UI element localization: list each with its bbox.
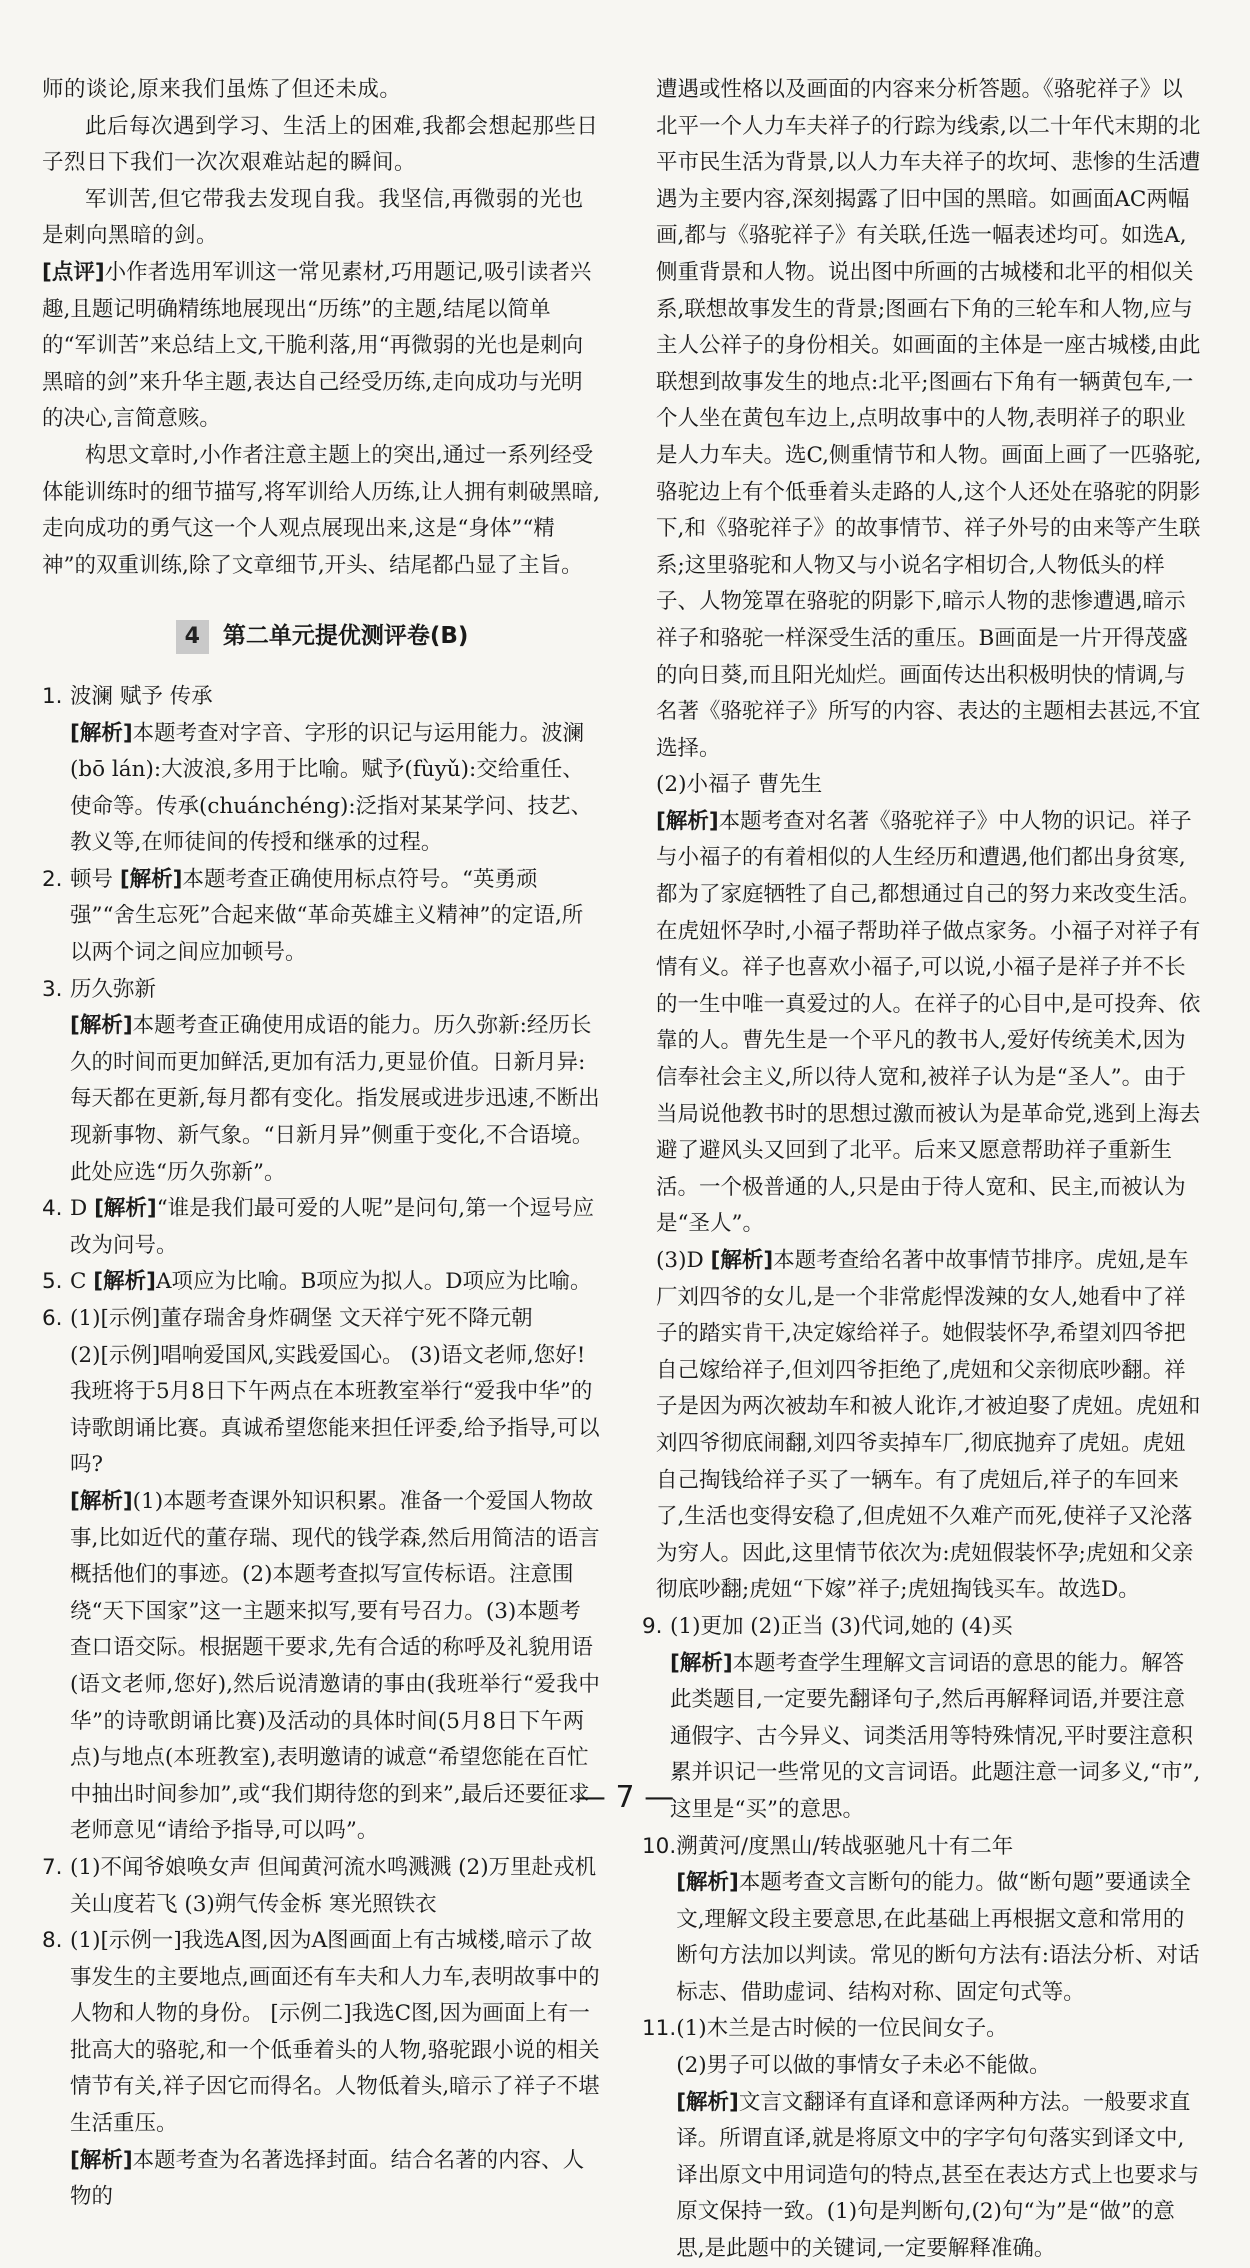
analysis-tag: [解析] [656,808,719,834]
answer-text: (1)更加 (2)正当 (3)代词,她的 (4)买 [670,1613,1013,1639]
section-title: 第二单元提优测评卷(B) [222,623,469,650]
page-number: — 7 — [575,1780,675,1815]
review-text: 小作者选用军训这一常见素材,巧用题记,吸引读者兴趣,且题记明确精练地展现出“历练”的主题,结尾以简单的“军训苦”来总结上文,干脆利落,用“再微弱的光也是刺向黑暗的剑”来升华主题,表达自己经受历练,走向成功与光明的决心,言简意赅。 [42,259,592,432]
analysis-continued: 遭遇或性格以及画面的内容来分析答题。《骆驼祥子》以北平一个人力车夫祥子的行踪为线索,以二十年代末期的北平市民生活为背景,以人力车夫祥子的坎坷、悲惨的生活遭遇为主要内容,深刻揭露了旧中国的黑暗。如画面AC两幅画,都与《骆驼祥子》有关联,任选一幅表述均可。如选A,侧重背景和人物。说出图中所画的古城楼和北平的相似关系,联想故事发生的背景;图画右下角的三轮车和人物,应与主人公祥子的身份相关。如画面的主体是一座古城楼,由此联想到故事发生的地点:北平;图画右下角有一辆黄包车,一个人坐在黄包车边上,点明故事中的人物,表明祥子的职业是人力车夫。选C,侧重情节和人物。画面上画了一匹骆驼,骆驼边上有个低垂着头走路的人,这个人还处在骆驼的阴影下,和《骆驼祥子》的故事情节、祥子外号的由来等产生联系;这里骆驼和人物又与小说名字相切合,人物低头的样子、人物笼罩在骆驼的阴影下,暗示人物的悲惨遭遇,暗示祥子和骆驼一样深受生活的重压。B画面是一片开得茂盛的向日葵,而且阳光灿烂。画面传达出积极明快的情调,与名著《骆驼祥子》所写的内容、表达的主题相去甚远,不宜选择。 [656,77,1202,761]
analysis-text: “谁是我们最可爱的人呢”是问句,第一个逗号应改为问号。 [70,1196,595,1258]
review-paragraph-2: 构思文章时,小作者注意主题上的突出,通过一系列经受体能训练时的细节描写,将军训给人历练,让人拥有刺破黑暗,走向成功的勇气这一个人观点展现出来,这是“身体”“精神”的双重训练,除了文章细节,开头、结尾都凸显了主旨。 [42,442,601,578]
analysis-text: 文言文翻译有直译和意译两种方法。一般要求直译。所谓直译,就是将原文中的字字句句落实到译文中,译出原文中用词造句的特点,甚至在表达方式上也要求与原文保持一致。(1)句是判断句,(2)句“为”是“做”的意思,是此题中的关键词,一定要解释准确。 [676,2089,1200,2262]
analysis-text: 本题考查给名著中故事情节排序。虎妞,是车厂刘四爷的女儿,是一个非常彪悍泼辣的女人,她看中了祥子的踏实肯干,决定嫁给祥子。她假装怀孕,希望刘四爷把自己嫁给祥子,但刘四爷拒绝了,虎妞和父亲彻底吵翻。祥子是因为两次被劫车和被人讹诈,才被迫娶了虎妞。虎妞和刘四爷彻底闹翻,刘四爷卖掉车厂,彻底抛弃了虎妞。虎妞自己掏钱给祥子买了一辆车。有了虎妞后,祥子的车回来了,生活也变得安稳了,但虎妞不久难产而死,使祥子又沦落为穷人。因此,这里情节依次为:虎妞假装怀孕;虎妞和父亲彻底吵翻;虎妞“下嫁”祥子;虎妞掏钱买车。故选D。 [656,1248,1201,1603]
item-number: 8. [42,1928,63,1954]
answer-text: (2)[示例]唱响爱国风,实践爱国心。 (3)语文老师,您好!我班将于5月8日下午两点在本班教室举行“爱我中华”的诗歌朗诵比赛。真诚希望您能来担任评委,给予指导,可以吗? [70,1342,600,1478]
analysis-emphasis: 语文老师,您好 [78,1671,218,1697]
item-number: 1. [42,683,63,709]
review-paragraph [42,255,602,438]
answer-text: (3)D [656,1248,704,1273]
essay-line: 军训苦,但它带我去发现自我。我坚信,再微弱的光也是刺向黑暗的剑。 [42,186,584,249]
item-number: 5. [42,1269,63,1295]
analysis-text: ),然后说清邀请的事由( [217,1671,435,1697]
analysis-text: 本题考查正确使用标点符号。“英勇顽强”“舍生忘死”合起来做“革命英雄主义精神”的定语,所以两个词之间应加顿号。 [70,866,584,966]
analysis-emphasis: 我班举行“爱我中华”的诗歌朗诵比赛 [70,1671,601,1734]
item-number: 11. [642,2016,677,2042]
answer-item [42,1923,602,2216]
analysis [676,2085,1202,2268]
item-number: 7. [42,1854,63,1880]
analysis-text: ),表明邀请的诚意“希望您能在百忙中抽出时间参加”,或“我们期待您的到来”,最后还要征求老师意见“请给予指导,可以吗”。 [70,1745,590,1844]
answer-item [42,862,602,972]
item-number: 3. [42,976,63,1002]
analysis-text: (1)本题考查课外知识积累。准备一个爱国人物故事,比如近代的董存瑞、现代的钱学森,然后用简洁的语言概括他们的事迹。(2)本题考查拟写宣传标语。注意围绕“天下国家”这一主题来拟写,要有号召力。(3)本题考查口语交际。根据题干要求,先有合适的称呼及礼貌用语( [70,1488,600,1697]
analysis [70,1264,602,1301]
analysis [70,2143,602,2216]
analysis-emphasis: 5月8日下午两点 [70,1708,585,1771]
analysis-text: 本题考查对名著《骆驼祥子》中人物的识记。祥子与小福子的有着相似的人生经历和遭遇,他们都出身贫寒,都为了家庭牺牲了自己,都想通过自己的努力来改变生活。在虎妞怀孕时,小福子帮助祥子做点家务。小福子对祥子有情有义。祥子也喜欢小福子,可以说,小福子是祥子并不长的一生中唯一真爱过的人。在祥子的心目中,是可投奔、依靠的人。曹先生是一个平凡的教书人,爱好传统美术,因为信奉社会主义,所以待人宽和,被祥子认为是“圣人”。由于当局说他教书时的思想过激而被认为是革命党,逃到上海去避了避风头又回到了北平。后来又愿意帮助祥子重新生活。一个极普通的人,只是由于待人宽和、民主,而被认为是“圣人”。 [656,808,1201,1237]
answer-item [642,1829,1202,2012]
analysis-tag: [解析] [70,1013,133,1039]
answer-item [42,679,602,862]
analysis-tag: [解析] [119,866,183,892]
answer-text: (1)木兰是古时候的一位民间女子。 [676,2016,1008,2042]
answer-text: (2)男子可以做的事情女子未必不能做。 [676,2053,1051,2079]
analysis [70,862,602,972]
section-number: 4 [176,620,209,654]
review-tag: [点评] [42,259,105,285]
analysis-tag: [解析] [94,1196,157,1222]
analysis-tag: [解析] [93,1269,156,1295]
analysis [676,1865,1202,2011]
analysis-text: 本题考查学生理解文言词语的意思的能力。解答此类题目,一定要先翻译句子,然后再解释词语,并要注意通假字、古今异义、词类活用等特殊情况,平时要注意积累并识记一些常见的文言词语。此题注意一词多义,“市”,这里是“买”的意思。 [670,1650,1201,1822]
analysis-tag: [解析] [676,1870,739,1896]
answer-item [642,767,1202,1609]
analysis [70,716,602,862]
answer-item [42,972,602,1192]
answer-text: 顿号 [70,866,114,892]
answer-text: D [70,1196,88,1222]
analysis [656,804,1202,1243]
analysis-tag: [解析] [676,2089,739,2115]
answer-text: (1)[示例]董存瑞舍身炸碉堡 文天祥宁死不降元朝 [70,1306,533,1331]
analysis-text: A项应为比喻。B项应为拟人。D项应为比喻。 [155,1269,592,1295]
item-number: 9. [642,1613,663,1639]
analysis-emphasis: 本班教室 [173,1745,262,1771]
section-heading [42,618,602,655]
answer-text: (1)[示例一]我选A图,因为A图画面上有古城楼,暗示了故事发生的主要地点,画面还有车夫和人力车,表明故事中的人物和人物的身份。 [示例二]我选C图,因为画面上有一批高大的骆驼,和一个低垂着头的人物,骆驼跟小说的相关情节有关,祥子因它而得名。人物低着头,暗示了祥子不堪生活重压。 [70,1928,600,2137]
essay-line: 此后每次遇到学习、生活上的困难,我都会想起那些日子烈日下我们一次次艰难站起的瞬间。 [42,113,599,176]
left-column [42,72,602,2216]
answer-text: 溯黄河/度黑山/转战驱驰凡十有二年 [676,1833,1014,1859]
item-number: 6. [42,1306,63,1331]
analysis-text: )及活动的具体时间( [257,1708,447,1734]
answer-text: 历久弥新 [70,976,157,1002]
answer-item [42,1850,602,1923]
analysis-text: )与地点( [92,1745,174,1771]
analysis [70,1008,602,1191]
analysis-text: 本题考查对字音、字形的识记与运用能力。波澜(bō lán):大波浪,多用于比喻。赋予(fùyǔ):交给重任、使命等。传承(chuánchéng):泛指对某某学问、技艺、教义等,在师徒间的传授和继承的过程。 [70,720,593,856]
analysis-tag: [解析] [670,1650,733,1676]
answer-text: (1)不闻爷娘唤女声 但闻黄河流水鸣溅溅 (2)万里赴戎机 关山度若飞 (3)朔气传金柝 寒光照铁衣 [70,1854,597,1917]
analysis-tag: [解析] [70,720,133,746]
answer-item [42,1264,602,1301]
item-number: 2. [42,866,63,892]
answer-item [42,1301,602,1850]
answer-text: (2)小福子 曹先生 [656,772,823,798]
item-number: 4. [42,1196,63,1222]
analysis-tag: [解析] [70,1488,133,1514]
right-column [642,72,1202,2268]
analysis [656,1243,1202,1609]
analysis [70,1191,602,1264]
answer-text: 波澜 赋予 传承 [70,683,213,709]
analysis-text: 本题考查文言断句的能力。做“断句题”要通读全文,理解文段主要意思,在此基础上再根据文意和常用的断句方法加以判读。常见的断句方法有:语法分析、对话标志、借助虚词、结构对称、固定句式等。 [676,1870,1200,2005]
answer-item [42,1191,602,1264]
item-number: 10. [642,1833,677,1859]
analysis-text: 本题考查为名著选择封面。结合名著的内容、人物的 [70,2147,585,2210]
analysis-tag: [解析] [70,2147,133,2173]
answer-item [642,2011,1202,2267]
essay-line: 师的谈论,原来我们虽炼了但还未成。 [42,77,402,102]
analysis-tag: [解析] [710,1248,774,1273]
analysis-text: 本题考查正确使用成语的能力。历久弥新:经历长久的时间而更加鲜活,更加有活力,更显价值。日新月异:每天都在更新,每月都有变化。指发展或进步迅速,不断出现新事物、新气象。“日新月异”侧重于变化,不合语境。此处应选“历久弥新”。 [70,1013,600,1185]
answer-text: C [70,1269,87,1295]
